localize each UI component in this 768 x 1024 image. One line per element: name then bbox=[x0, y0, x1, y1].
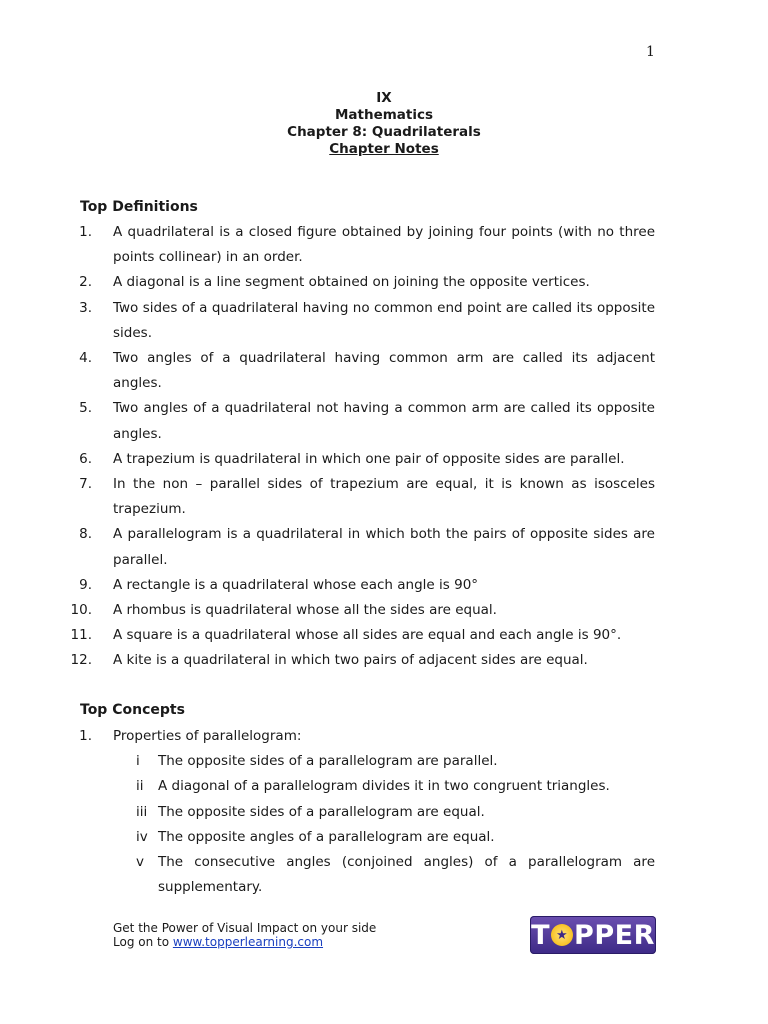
grade-label: IX bbox=[376, 90, 392, 106]
definitions-list bbox=[0, 220, 768, 674]
item-number: 1. bbox=[79, 728, 92, 744]
page-number: 1 bbox=[646, 44, 655, 60]
item-number: 7. bbox=[79, 476, 92, 493]
item-text: A rectangle is a quadrilateral whose each angle is 90° bbox=[113, 576, 479, 593]
footer-tagline: Get the Power of Visual Impact on your side bbox=[113, 921, 377, 935]
item-number: 9. bbox=[79, 576, 92, 593]
roman-numeral: i bbox=[136, 753, 140, 770]
roman-numeral: iii bbox=[136, 803, 148, 820]
concept-subitem bbox=[0, 825, 768, 850]
item-number: 6. bbox=[79, 450, 92, 467]
footer bbox=[113, 921, 376, 949]
definition-item bbox=[0, 270, 768, 295]
item-number: 3. bbox=[79, 299, 92, 316]
concept-subitem bbox=[0, 774, 768, 799]
document-header bbox=[0, 90, 768, 158]
concept-subitem bbox=[0, 850, 768, 900]
star-icon: ★ bbox=[551, 924, 573, 946]
definition-item bbox=[0, 573, 768, 598]
subitem-text: A diagonal of a parallelogram divides it in two congruent triangles. bbox=[158, 778, 610, 795]
definition-item bbox=[0, 396, 768, 446]
chapter-title: Chapter 8: Quadrilaterals bbox=[287, 124, 481, 140]
definition-item bbox=[0, 447, 768, 472]
topper-logo: T ★ PPER bbox=[530, 916, 656, 954]
definition-item bbox=[0, 598, 768, 623]
item-number: 2. bbox=[79, 274, 92, 291]
definition-item bbox=[0, 648, 768, 673]
item-text: In the non – parallel sides of trapezium are equal, it is known as isosceles trapezium. bbox=[113, 476, 655, 518]
subitem-text: The opposite sides of a parallelogram are parallel. bbox=[158, 753, 498, 770]
definition-item bbox=[0, 522, 768, 572]
item-number: 11. bbox=[70, 627, 92, 644]
item-text: A diagonal is a line segment obtained on joining the opposite vertices. bbox=[113, 274, 590, 291]
item-text: A parallelogram is a quadrilateral in which both the pairs of opposite sides are parallel. bbox=[113, 526, 655, 568]
item-text: A quadrilateral is a closed figure obtained by joining four points (with no three points collinear) in an order. bbox=[113, 224, 655, 266]
definition-item bbox=[0, 296, 768, 346]
subitem-text: The opposite sides of a parallelogram are equal. bbox=[158, 803, 485, 820]
item-number: 8. bbox=[79, 526, 92, 543]
item-number: 4. bbox=[79, 350, 92, 367]
roman-numeral: v bbox=[136, 854, 144, 871]
item-text: A kite is a quadrilateral in which two pairs of adjacent sides are equal. bbox=[113, 652, 588, 669]
item-text: A trapezium is quadrilateral in which one pair of opposite sides are parallel. bbox=[113, 450, 625, 467]
roman-numeral: iv bbox=[136, 828, 148, 845]
definitions-heading: Top Definitions bbox=[80, 199, 198, 215]
concept-subitem bbox=[0, 800, 768, 825]
concepts-list bbox=[0, 724, 768, 900]
item-number: 12. bbox=[70, 652, 92, 669]
item-text: A rhombus is quadrilateral whose all the sides are equal. bbox=[113, 602, 497, 619]
chapter-notes-label: Chapter Notes bbox=[329, 141, 439, 157]
item-text: Two sides of a quadrilateral having no common end point are called its opposite sides. bbox=[113, 299, 655, 341]
subitem-text: The consecutive angles (conjoined angles) of a parallelogram are supplementary. bbox=[158, 854, 655, 896]
item-text: Two angles of a quadrilateral not having a common arm are called its opposite angles. bbox=[113, 400, 655, 442]
definition-item bbox=[0, 472, 768, 522]
logon-prefix: Log on to bbox=[113, 935, 173, 949]
item-text: Properties of parallelogram: bbox=[113, 728, 302, 744]
item-text: Two angles of a quadrilateral having common arm are called its adjacent angles. bbox=[113, 350, 655, 392]
subitem-text: The opposite angles of a parallelogram are equal. bbox=[158, 828, 495, 845]
concept-item bbox=[0, 724, 768, 749]
footer-logon-line bbox=[113, 935, 376, 949]
item-text: A square is a quadrilateral whose all sides are equal and each angle is 90°. bbox=[113, 627, 622, 644]
item-number: 1. bbox=[79, 224, 92, 240]
item-number: 10. bbox=[70, 602, 92, 619]
concept-subitem bbox=[0, 749, 768, 774]
topperlearning-link[interactable]: www.topperlearning.com bbox=[172, 935, 324, 949]
definition-item bbox=[0, 220, 768, 270]
definition-item bbox=[0, 623, 768, 648]
concepts-heading: Top Concepts bbox=[80, 702, 185, 718]
definition-item bbox=[0, 346, 768, 396]
item-number: 5. bbox=[79, 400, 92, 417]
roman-numeral: ii bbox=[136, 778, 144, 795]
subject-title: Mathematics bbox=[334, 107, 434, 123]
